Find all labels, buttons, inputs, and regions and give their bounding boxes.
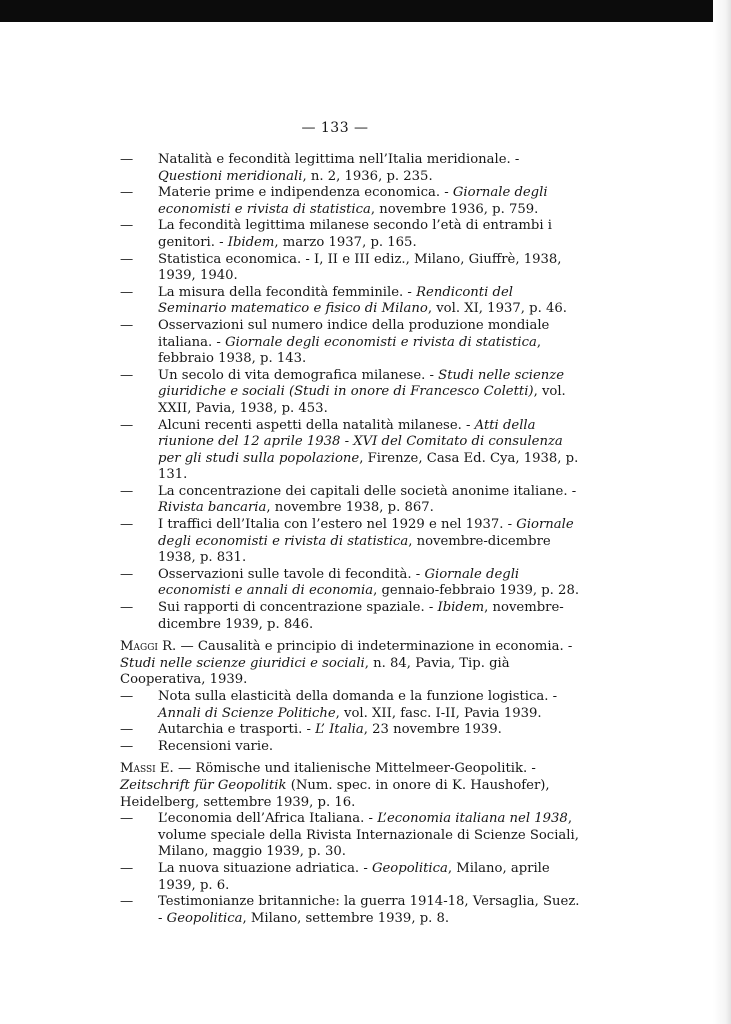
entry-source: Zeitschrift für Geopolitik [120, 777, 287, 793]
entry-dash: — [120, 689, 134, 704]
entry-details: , Milano, aprile 1939, p. 6. [158, 860, 550, 893]
entry-source: L’economia italiana nel 1938 [377, 811, 568, 827]
entry-title: Römische und italienische Mittelmeer-Geopolitik. - [195, 761, 536, 777]
entry-source: Rendiconti del Seminario matematico e fisico di Milano [158, 284, 513, 317]
bibliography-entry [120, 639, 580, 689]
entry-dash: — [120, 152, 134, 167]
bibliography-entry [120, 285, 580, 318]
entry-title: Nota sulla elasticità della domanda e la funzione logistica. - [158, 689, 558, 704]
entry-details: , Milano, settembre 1939, p. 8. [242, 910, 450, 926]
scan-right-edge [713, 0, 731, 1024]
entry-title: Sui rapporti di concentrazione spaziale. - [158, 600, 438, 616]
entry-title: Recensioni varie. [158, 738, 274, 754]
entry-author: Maggi R. [120, 639, 177, 655]
entry-dash: — [176, 639, 198, 655]
entry-title: La concentrazione dei capitali delle società anonime italiane. - [158, 483, 577, 499]
entry-source: Atti della riunione del 12 aprile 1938 - XVI del Comitato di consulenza per gli studi sulla popolazione [158, 417, 563, 466]
entry-dash: — [173, 761, 196, 777]
entry-details: , volume speciale della Rivista Internazionale di Scienze Sociali, Milano, maggio 1939, p. 30. [158, 811, 579, 860]
entry-source: Giornale degli economisti e annali di economia [158, 566, 520, 599]
bibliography-entry [120, 567, 580, 600]
bibliography-entry [120, 484, 580, 517]
entry-details: , novembre 1938, p. 867. [266, 500, 434, 516]
entry-source: Geopolitica [166, 910, 243, 926]
entry-details: , novembre-dicembre 1938, p. 831. [158, 533, 551, 566]
entry-source: L’ Italia [315, 722, 364, 738]
entry-title: La nuova situazione adriatica. - [158, 860, 372, 876]
entry-source: Rivista bancaria [158, 500, 267, 516]
entry-details: , marzo 1937, p. 165. [274, 234, 417, 250]
bibliography-entry [120, 185, 580, 218]
entry-title: La fecondità legittima milanese secondo l’età di entrambi i genitori. - [158, 218, 552, 250]
bibliography-entry [120, 811, 580, 861]
entry-dash: — [120, 738, 134, 754]
entry-title: Statistica economica. - I, II e III ediz., Milano, Giuffrè, 1938, 1939, 1940. [158, 251, 562, 284]
entry-title: L’economia dell’Africa Italiana. - [158, 811, 378, 827]
bibliography-entry [120, 739, 580, 756]
bibliography-entry [120, 152, 580, 185]
entry-details: , vol. XXII, Pavia, 1938, p. 453. [158, 384, 566, 416]
entry-source: Giornale degli economisti e rivista di statistica [158, 185, 548, 217]
entry-dash: — [120, 284, 134, 300]
bibliography-entry [120, 418, 580, 484]
entry-title: Autarchia e trasporti. - [158, 722, 316, 738]
entry-title: Testimonianze britanniche: la guerra 1914-18, Versaglia, Suez. - [158, 894, 580, 926]
entry-dash: — [120, 722, 134, 738]
entry-details: , novembre-dicembre 1939, p. 846. [158, 600, 564, 632]
entry-source: Studi nelle scienze giuridiche e sociali (Studi in onore di Francesco Coletti) [158, 367, 565, 400]
entry-details: , febbraio 1938, p. 143. [158, 334, 542, 367]
entry-source: Questioni meridionali [158, 168, 303, 184]
entry-dash: — [120, 566, 134, 582]
entry-title: I traffici dell’Italia con l’estero nel 1929 e nel 1937. - [158, 517, 517, 533]
entry-author: Massi E. [120, 761, 174, 777]
entry-details: , vol. XII, fasc. I-II, Pavia 1939. [335, 705, 542, 721]
entry-dash: — [120, 483, 134, 499]
entry-dash: — [120, 185, 134, 201]
entry-dash: — [120, 811, 134, 827]
entry-dash: — [120, 517, 134, 533]
entry-title: Alcuni recenti aspetti della natalità milanese. - [158, 417, 475, 433]
entry-dash: — [120, 317, 134, 333]
bibliography-entry [120, 218, 580, 251]
entry-dash: — [120, 894, 134, 910]
entry-source: Studi nelle scienze giuridici e sociali [120, 655, 365, 671]
scan-top-border [0, 0, 731, 22]
entry-dash: — [120, 600, 134, 616]
entry-details: , vol. XI, 1937, p. 46. [427, 301, 567, 317]
entry-details: , 23 novembre 1939. [363, 722, 502, 738]
entry-dash: — [120, 251, 134, 267]
entry-dash: — [120, 367, 134, 383]
entry-source: Ibidem [227, 234, 275, 250]
entry-title: Natalità e fecondità legittima nell’Italia meridionale. - [158, 152, 520, 167]
entry-title: Un secolo di vita demografica milanese. - [158, 367, 439, 383]
bibliography-entry [120, 761, 580, 811]
entry-title: La misura della fecondità femminile. - [158, 284, 417, 300]
entry-title: Osservazioni sulle tavole di fecondità. - [158, 566, 425, 582]
entry-details: , n. 2, 1936, p. 235. [302, 168, 433, 184]
bibliography-list [120, 152, 580, 927]
entry-details: (Num. spec. in onore di K. Haushofer), Heidelberg, settembre 1939, p. 16. [120, 777, 550, 810]
entry-details: , n. 84, Pavia, Tip. già Cooperativa, 1939. [120, 655, 510, 688]
entry-source: Giornale degli economisti e rivista di statistica [158, 517, 574, 549]
entry-details: , Firenze, Casa Ed. Cya, 1938, p. 131. [158, 450, 579, 483]
entry-title: Causalità e principio di indeterminazione in economia. - [197, 639, 573, 655]
entry-source: Giornale degli economisti e rivista di statistica [225, 334, 537, 350]
bibliography-entry [120, 368, 580, 418]
entry-title: Materie prime e indipendenza economica. - [158, 185, 453, 201]
entry-source: Annali di Scienze Politiche [158, 705, 336, 721]
entry-dash: — [120, 860, 134, 876]
bibliography-entry [120, 689, 580, 722]
bibliography-entry [120, 252, 580, 285]
entry-dash: — [120, 218, 134, 234]
entry-dash: — [120, 417, 134, 433]
bibliography-entry [120, 722, 580, 739]
entry-source: Ibidem [437, 600, 485, 616]
page-number: — 133 — [301, 120, 369, 136]
bibliography-entry [120, 861, 580, 894]
bibliography-entry [120, 318, 580, 368]
bibliography-entry [120, 894, 580, 927]
bibliography-entry [120, 600, 580, 633]
entry-source: Geopolitica [371, 860, 448, 876]
bibliography-entry [120, 517, 580, 567]
entry-title: Osservazioni sul numero indice della produzione mondiale italiana. - [158, 317, 550, 350]
entry-details: , gennaio-febbraio 1939, p. 28. [373, 583, 580, 599]
entry-details: , novembre 1936, p. 759. [370, 201, 539, 217]
